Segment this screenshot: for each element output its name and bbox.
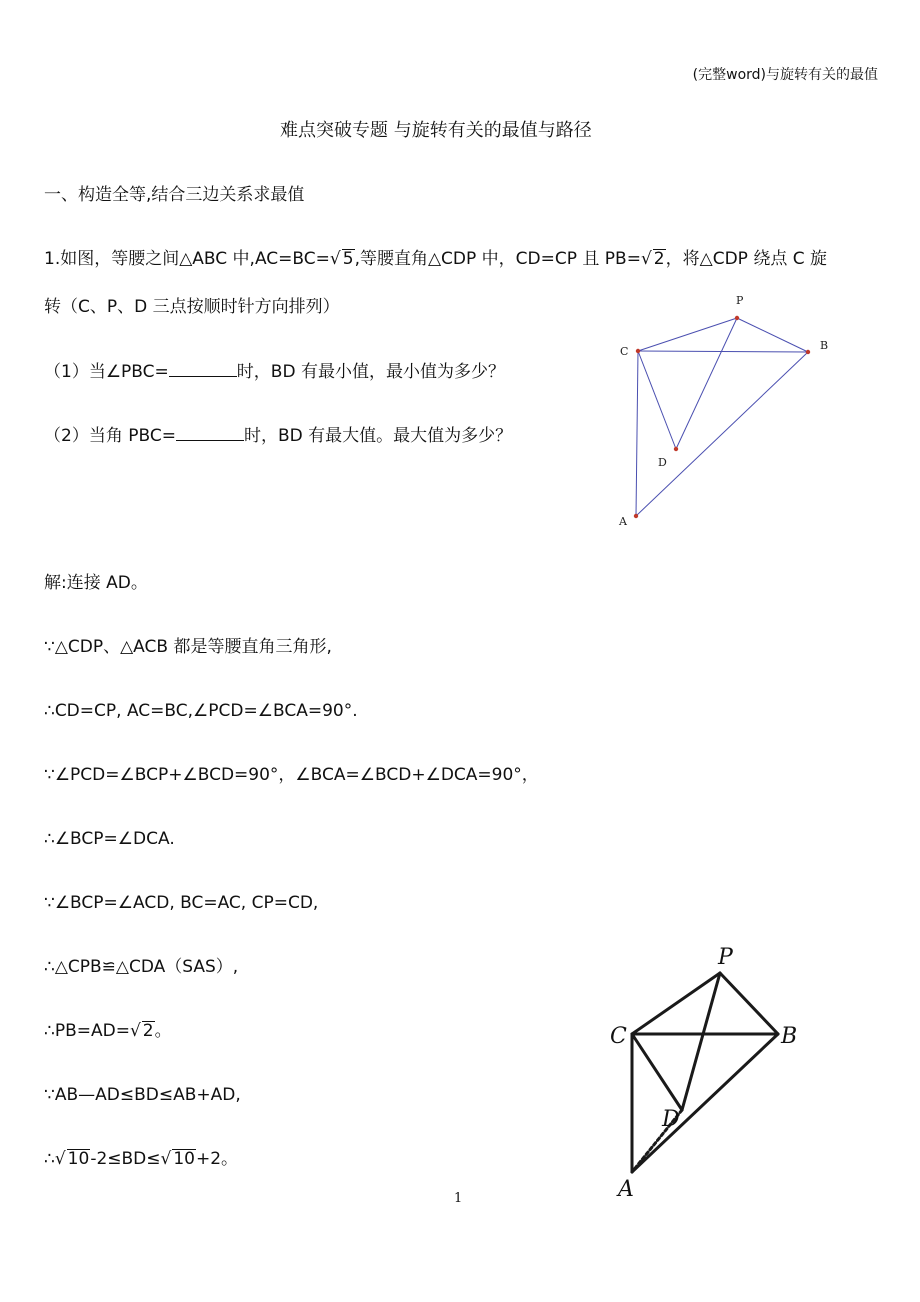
- label-p: P: [736, 294, 744, 307]
- segment-pd: [682, 973, 720, 1110]
- point-a: [634, 514, 638, 518]
- sqrt-10-low: 10: [67, 1149, 90, 1169]
- segment-cp: [638, 318, 737, 351]
- label-b: B: [820, 339, 829, 352]
- solution-line-6: ∵∠BCP=∠ACD, BC=AC, CP=CD,: [44, 893, 319, 913]
- label-d: D: [658, 456, 667, 469]
- point-c: [636, 349, 640, 353]
- sqrt-2: 2: [653, 249, 665, 269]
- segment-ca: [636, 351, 638, 516]
- sqrt-2-result: 2: [142, 1021, 154, 1041]
- point-d: [674, 447, 678, 451]
- segment-pb: [720, 973, 778, 1034]
- label-p: P: [718, 945, 733, 970]
- segment-cd: [638, 351, 676, 449]
- solution-line-7: ∴△CPB≌△CDA（SAS）,: [44, 957, 239, 977]
- solution-line-2: ∵△CDP、△ACB 都是等腰直角三角形,: [44, 637, 332, 657]
- document-header: (完整word)与旋转有关的最值: [692, 67, 878, 83]
- figure-1-diagram: [600, 285, 850, 535]
- question-2: （2）当角 PBC= 时，BD 有最大值。最大值为多少？: [44, 426, 513, 446]
- label-c: C: [610, 1024, 627, 1049]
- solution-line-4: ∵∠PCD=∠BCP+∠BCD=90°，∠BCA=∠BCD+∠DCA=90°，: [44, 765, 539, 785]
- problem-line-2: 转（C、P、D 三点按顺时针方向排列）: [44, 297, 340, 317]
- label-c: C: [620, 345, 629, 358]
- segment-pd: [676, 318, 737, 449]
- segment-cd: [632, 1034, 682, 1110]
- solution-line-3: ∴CD=CP, AC=BC,∠PCD=∠BCA=90°.: [44, 701, 358, 721]
- label-b: B: [781, 1024, 798, 1049]
- segment-pb: [737, 318, 808, 352]
- label-a: A: [618, 1177, 634, 1202]
- answer-blank-1[interactable]: [169, 360, 237, 377]
- segment-ba: [632, 1034, 778, 1172]
- page-number: 1: [454, 1191, 463, 1206]
- answer-blank-2[interactable]: [176, 424, 244, 441]
- solution-line-9: ∵AB—AD≤BD≤AB+AD,: [44, 1085, 241, 1105]
- problem-line-1: 1.如图，等腰之间△ABC 中,AC=BC=√ 5,等腰直角△CDP 中，CD=CP 且 PB=√ 2，将△CDP 绕点 C 旋: [44, 249, 827, 269]
- question-1: （1）当∠PBC= 时，BD 有最小值，最小值为多少？: [44, 362, 505, 382]
- sqrt-10-high: 10: [173, 1149, 195, 1169]
- label-a: A: [619, 515, 627, 528]
- segment-ba: [636, 352, 808, 516]
- solution-line-10: ∴√ 10-2≤BD≤√ 10+2。: [44, 1149, 239, 1169]
- figure-2-diagram: [600, 940, 810, 1202]
- label-d: D: [662, 1107, 680, 1132]
- page-title: 难点突破专题 与旋转有关的最值与路径: [280, 120, 592, 141]
- solution-line-1: 解:连接 AD。: [44, 573, 148, 593]
- point-p: [735, 316, 739, 320]
- solution-line-5: ∴∠BCP=∠DCA.: [44, 829, 175, 849]
- section-heading: 一、构造全等,结合三边关系求最值: [44, 185, 305, 205]
- sqrt-5: 5: [342, 249, 354, 269]
- point-b: [806, 350, 810, 354]
- solution-line-8: ∴PB=AD=√ 2。: [44, 1021, 172, 1041]
- segment-cb: [638, 351, 808, 352]
